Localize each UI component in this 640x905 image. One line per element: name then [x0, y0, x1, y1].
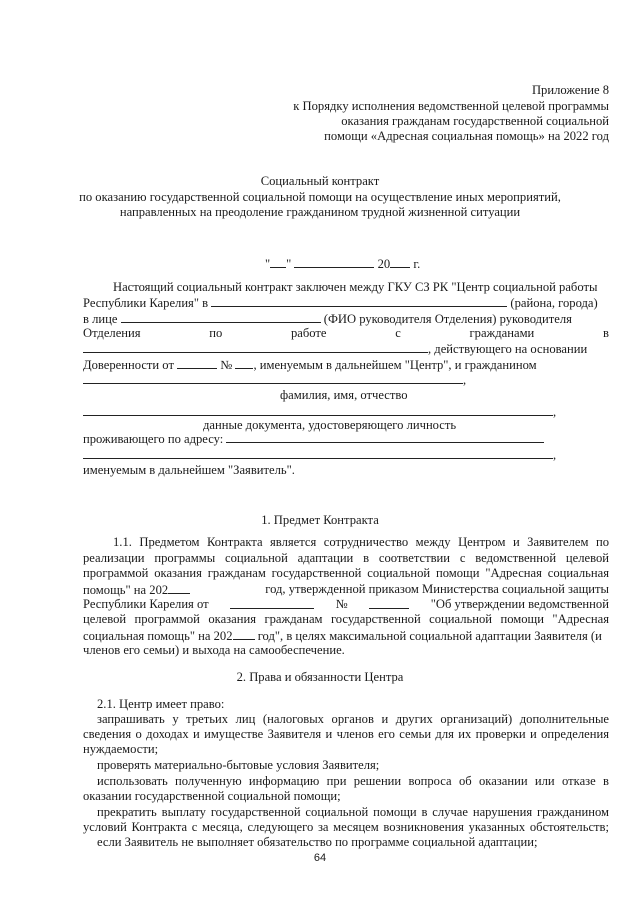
section-heading: 2. Права и обязанности Центра [236, 670, 404, 684]
page-number: 64 [313, 852, 327, 864]
preamble-line: именуемым в дальнейшем "Заявитель". [83, 463, 295, 477]
section-line: социальная помощь" на 202 год", в целях максимальной социальной адаптации Заявителя (и [83, 629, 602, 643]
appendix-number: Приложение 8 [531, 83, 609, 97]
section-line: 1.1. Предметом Контракта является сотрудничество между Центром и Заявителем по [113, 535, 609, 549]
section-heading: 1. Предмет Контракта [261, 513, 379, 527]
section-line: членов его семьи) и выхода на самообеспечение. [83, 643, 345, 657]
contract-title: Социальный контракт [260, 174, 380, 188]
preamble-line: , [83, 447, 556, 463]
section-line: целевой программой оказания гражданам государственной социальной помощи "Адресная [83, 612, 609, 626]
field-caption: фамилия, имя, отчество [280, 388, 408, 402]
section-line: нуждаемости; [83, 742, 159, 756]
section-line: сведения о доходах и имуществе Заявителя и членов его семьи для их проверки и определения [83, 727, 609, 741]
preamble-line: Доверенности от № , именуемым в дальнейшем "Центр", и гражданином [83, 358, 537, 372]
appendix-line: оказания гражданам государственной социальной [341, 114, 609, 128]
section-line: прекратить выплату государственной социальной помощи в случае нарушения гражданином [97, 805, 609, 819]
preamble-line: , [83, 404, 556, 420]
preamble-line: , [83, 372, 466, 388]
section-line: использовать полученную информацию при решении вопроса об оказании или отказе в [97, 774, 609, 788]
section-line: помощь" на 202 год, утвержденной приказом Министерства социальной защиты [83, 582, 609, 597]
section-line: проверять материально-бытовые условия Заявителя; [97, 758, 380, 772]
section-line: если Заявитель не выполняет обязательство по программе социальной адаптации; [97, 835, 538, 849]
contract-subtitle: направленных на преодоление гражданином трудной жизненной ситуации [119, 205, 521, 219]
field-caption: данные документа, удостоверяющего личность [203, 418, 457, 432]
preamble-line: проживающего по адресу: [83, 431, 544, 447]
section-line: 2.1. Центр имеет право: [97, 697, 225, 711]
appendix-line: к Порядку исполнения ведомственной целевой программы [293, 99, 609, 113]
appendix-line: помощи «Адресная социальная помощь» на 2022 год [324, 129, 609, 143]
section-line: реализации программы социальной адаптации в соответствии с ведомственной целевой [83, 551, 609, 565]
section-line: программой оказания гражданам государственной социальной помощи "Адресная социальная [83, 566, 609, 580]
preamble-line: Отделения по работе с гражданами в [83, 326, 609, 340]
contract-subtitle: по оказанию государственной социальной помощи на осуществление иных мероприятий, [79, 190, 561, 204]
contract-date: " " 20 г. [265, 257, 421, 271]
section-line: Республики Карелия от № "Об утверждении ведомственной [83, 597, 609, 611]
section-line: запрашивать у третьих лиц (налоговых органов и других организаций) дополнительные [97, 712, 609, 726]
preamble-line: , действующего на основании [83, 341, 587, 357]
section-line: оказании государственной социальной помощи; [83, 789, 341, 803]
preamble-line: Настоящий социальный контракт заключен между ГКУ СЗ РК "Центр социальной работы [113, 280, 598, 294]
preamble-line: Республики Карелия" в (района, города) [83, 296, 598, 310]
section-line: условий Контракта с месяца, следующего за месяцем возникновения указанных обстоятельств; [83, 820, 609, 834]
preamble-line: в лице (ФИО руководителя Отделения) руководителя [83, 312, 572, 326]
